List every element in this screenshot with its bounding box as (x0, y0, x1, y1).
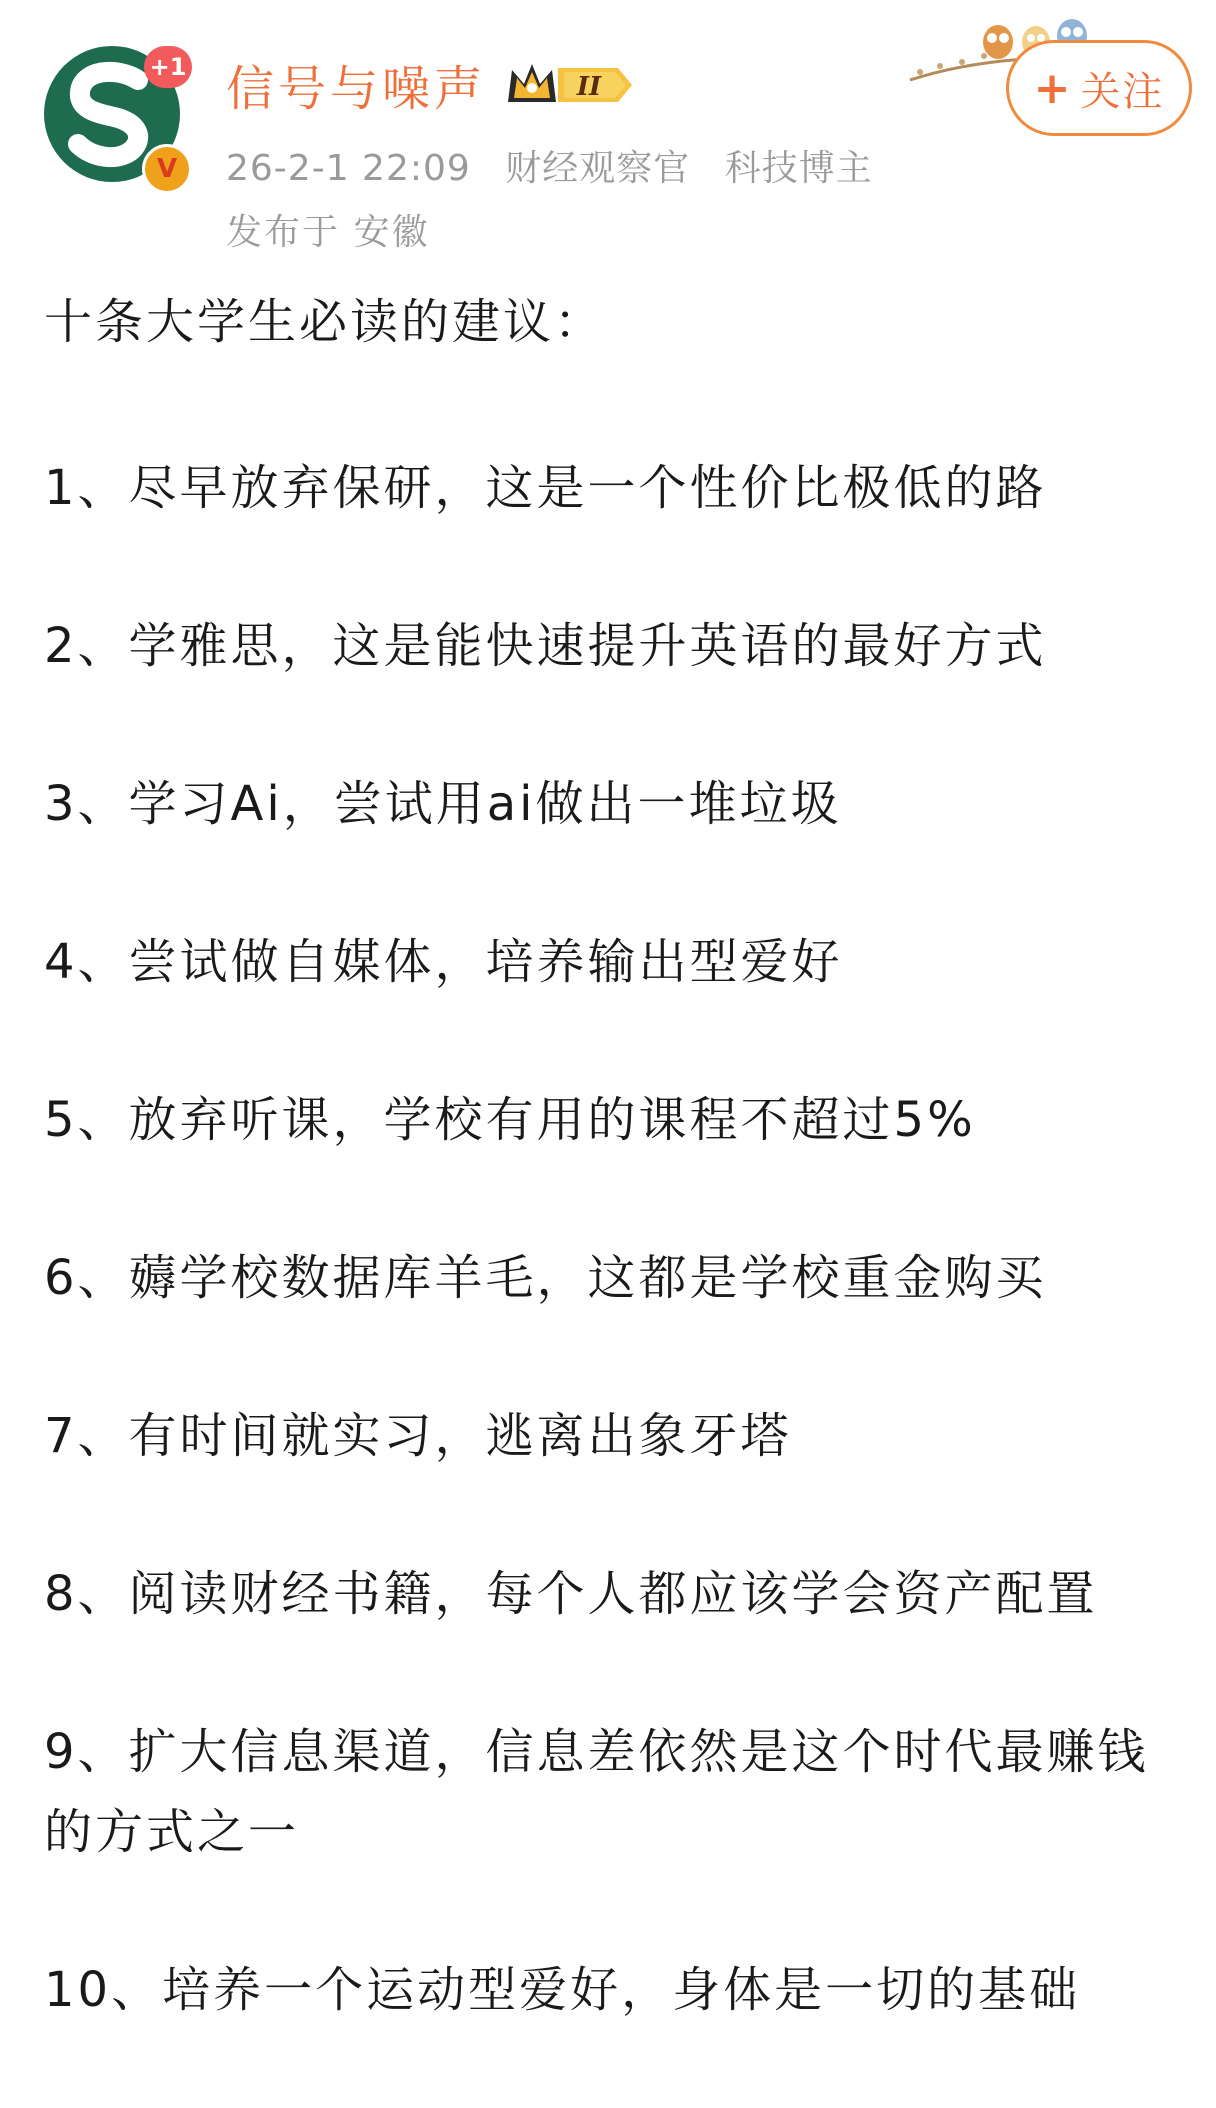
list-item: 8、阅读财经书籍，每个人都应该学会资产配置 (44, 1566, 1098, 1622)
user-tag-2: 科技博主 (724, 148, 873, 189)
list-item: 5、放弃听课，学校有用的课程不超过5% (44, 1092, 976, 1148)
list-item: 6、薅学校数据库羊毛，这都是学校重金购买 (44, 1250, 1047, 1306)
list-item: 2、学雅思，这是能快速提升英语的最好方式 (44, 618, 1047, 674)
list-item: 1、尽早放弃保研，这是一个性价比极低的路 (44, 460, 1047, 516)
avatar-container[interactable] (44, 46, 187, 186)
post-title: 十条大学生必读的建议： (44, 294, 606, 350)
post-header (0, 0, 1216, 260)
list-item: 3、学习Ai，尝试用ai做出一堆垃圾 (44, 776, 842, 832)
plus-icon: + (1033, 62, 1073, 114)
list-item: 4、尝试做自媒体，培养输出型爱好 (44, 934, 843, 990)
crown-rank-icon[interactable] (504, 58, 638, 112)
follow-button-label: 关注 (1080, 68, 1165, 115)
user-tag-1: 财经观察官 (505, 148, 691, 189)
list-item: 9、扩大信息渠道，信息差依然是这个时代最赚钱的方式之一 (44, 1724, 1149, 1860)
rank-badge-label: II (576, 72, 602, 102)
post-content (44, 290, 1184, 2108)
post-meta (226, 140, 895, 191)
list-item: 7、有时间就实习，逃离出象牙塔 (44, 1408, 792, 1464)
notification-badge: +1 (144, 46, 192, 88)
verified-badge: V (142, 144, 192, 194)
post-location: 发布于 安徽 (226, 212, 430, 253)
username[interactable]: 信号与噪声 (226, 61, 487, 117)
post-time: 26-2-1 22:09 (226, 148, 471, 189)
list-item: 10、培养一个运动型爱好，身体是一切的基础 (44, 1962, 1081, 2018)
follow-button[interactable] (1006, 40, 1192, 136)
